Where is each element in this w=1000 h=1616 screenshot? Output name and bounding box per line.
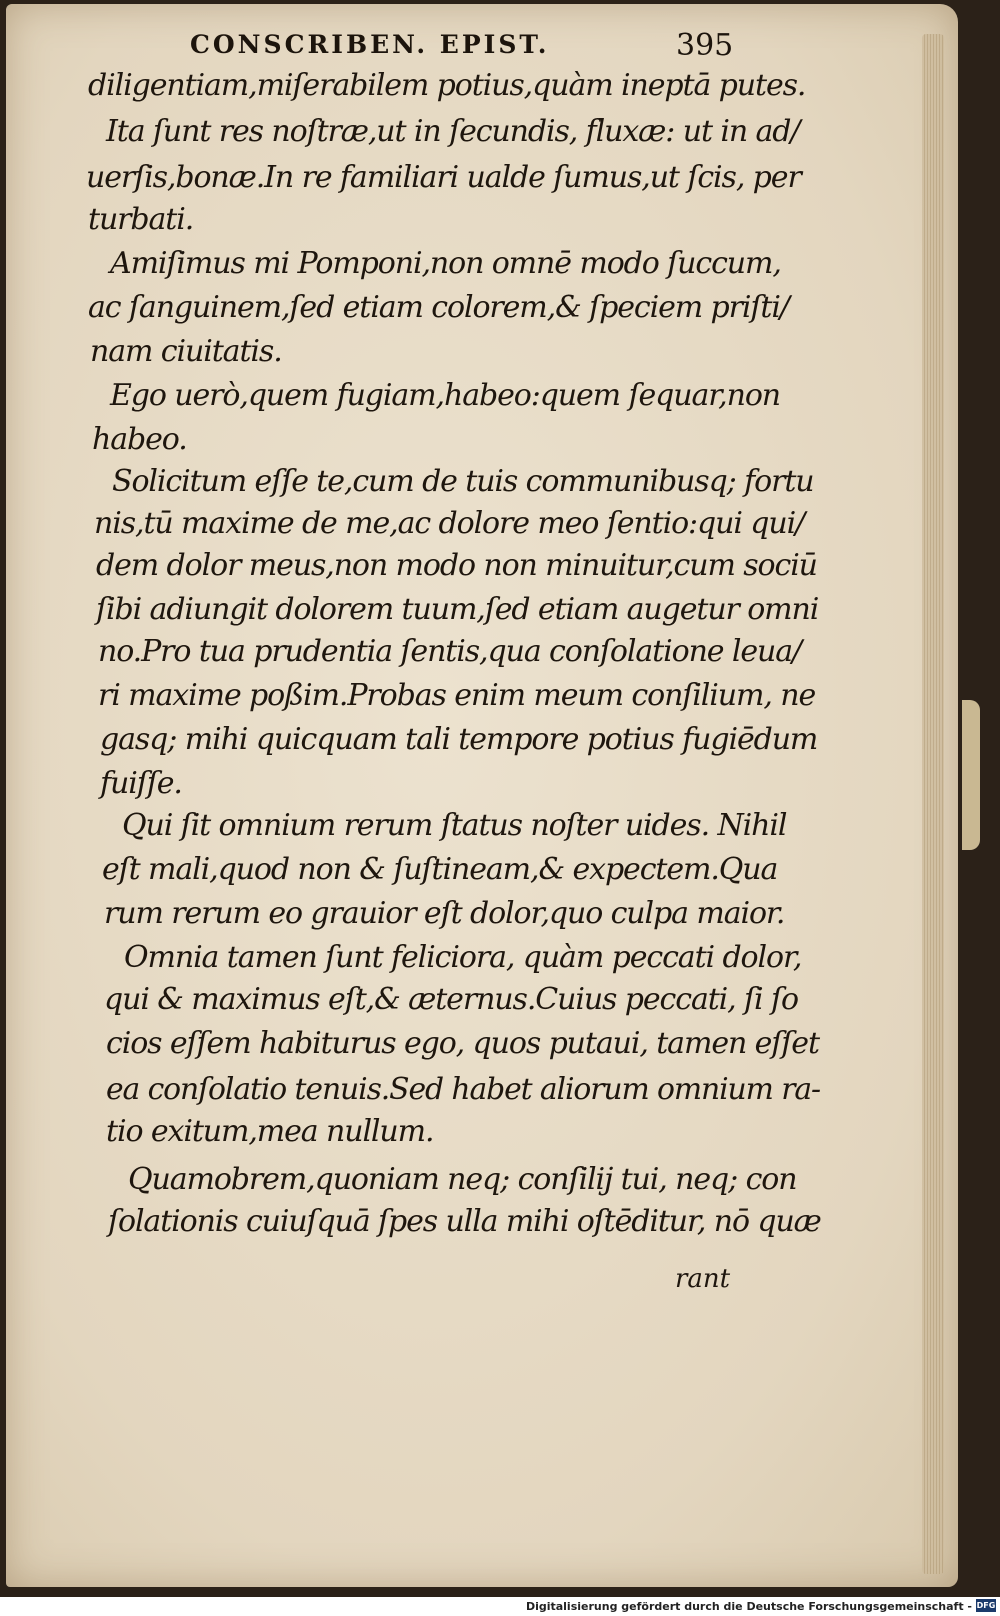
text-line: eſt mali,quod non & ſuſtineam,& expectem.Qua — [102, 852, 778, 887]
text-line: uerſis,bonæ.In re familiari ualde ſumus,ut ſcis, per — [86, 160, 801, 195]
dfg-logo-icon: DFG — [976, 1601, 996, 1610]
text-line: turbati. — [88, 202, 194, 237]
text-line: ſibi adiungit dolorem tuum,ſed etiam augetur omni — [96, 592, 819, 627]
text-line: Solicitum eſſe te,cum de tuis communibusq; fortu — [112, 464, 814, 499]
text-line: diligentiam,miſerabilem potius,quàm ineptā putes. — [88, 68, 806, 103]
text-line: ſolationis cuiuſquā ſpes ulla mihi oſtēditur, nō quæ — [108, 1204, 821, 1239]
text-line: ri maxime poßim.Probas enim meum conſilium, ne — [98, 678, 816, 713]
text-line: Quamobrem,quoniam neq; conſilij tui, neq; con — [128, 1162, 797, 1197]
text-line: qui & maximus eſt,& æternus.Cuius peccati, ſi ſo — [104, 982, 798, 1017]
text-line: ea conſolatio tenuis.Sed habet aliorum omnium ra- — [106, 1072, 820, 1107]
catchword: rant — [675, 1264, 731, 1294]
text-line: ac ſanguinem,ſed etiam colorem,& ſpeciem priſti/ — [88, 290, 789, 325]
text-line: Ego uerò,quem fugiam,habeo:quem ſequar,non — [110, 378, 781, 413]
text-line: nis,tū maxime de me,ac dolore meo ſentio:qui qui/ — [94, 506, 805, 541]
text-line: Ita ſunt res noſtræ,ut in ſecundis, fluxæ: ut in ad/ — [106, 114, 800, 149]
text-line: fuiſſe. — [100, 766, 182, 801]
text-line: Qui ſit omnium rerum ſtatus noſter uides. Nihil — [122, 808, 787, 843]
text-line: habeo. — [92, 422, 187, 457]
text-line: tio exitum,mea nullum. — [106, 1114, 434, 1149]
text-line: Amiſimus mi Pomponi,non omnē modo ſuccum, — [110, 246, 781, 281]
running-title: CONSCRIBEN. EPIST. — [190, 30, 550, 59]
text-line: no.Pro tua prudentia ſentis,qua conſolatione leua/ — [98, 634, 802, 669]
page-tab-marker — [962, 700, 980, 850]
page-number: 395 — [676, 28, 734, 63]
text-line: nam ciuitatis. — [90, 334, 282, 369]
text-line: cios eſſem habiturus ego, quos putaui, tamen eſſet — [106, 1026, 819, 1061]
text-line: Omnia tamen ſunt feliciora, quàm peccati dolor, — [124, 940, 802, 975]
text-line: rum rerum eo grauior eſt dolor,quo culpa maior. — [104, 896, 785, 931]
page-edges — [922, 34, 944, 1574]
text-line: dem dolor meus,non modo non minuitur,cum sociū — [96, 548, 817, 583]
text-line: gasq; mihi quicquam tali tempore potius fugiēdum — [100, 722, 818, 757]
digitization-credit: Digitalisierung gefördert durch die Deutsche Forschungsgemeinschaft - — [525, 1600, 972, 1613]
